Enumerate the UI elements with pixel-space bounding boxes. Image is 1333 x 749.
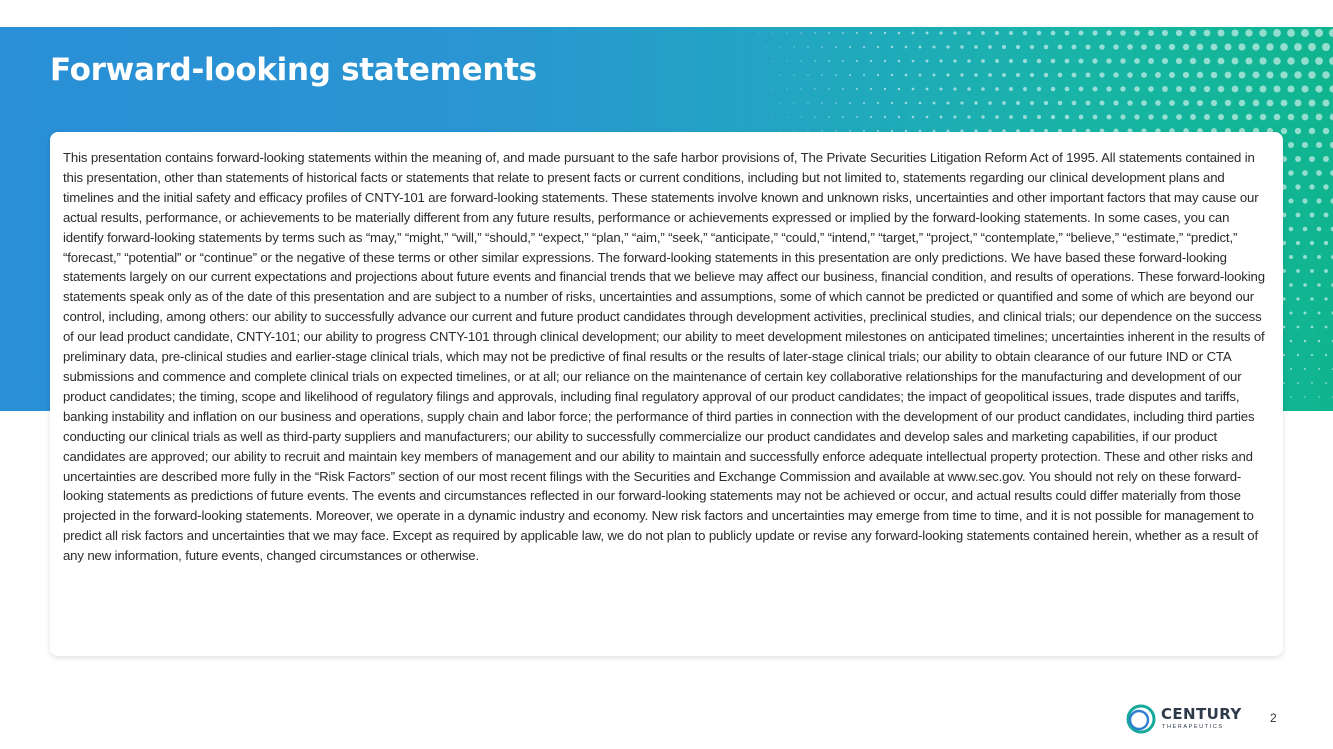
logo-wordmark: CENTURY xyxy=(1161,705,1242,723)
page-number: 2 xyxy=(1270,711,1277,725)
page-title: Forward-looking statements xyxy=(50,52,537,88)
logo-ring-icon xyxy=(1124,702,1158,736)
content-card xyxy=(50,132,1283,656)
disclaimer-text: This presentation contains forward-looking statements within the meaning of, and made pursuant to the safe harbor provisions of, The Private Securities Litigation Reform Act of 1995. All statements contained in this presentation, other than statements of historical facts or statements that relate to present facts or current conditions, including but not limited to, statements regarding our clinical development plans and timelines and the initial safety and efficacy profiles of CNTY-101 are forward-looking statements. These statements involve known and unknown risks, uncertainties and other important factors that may cause our actual results, performance, or achievements to be materially different from any future results, performance or achievements expressed or implied by the forward-looking statements. In some cases, you can identify forward-looking statements by terms such as “may,” “might,” “will,” “should,” “expect,” “plan,” “aim,” “seek,” “anticipate,” “could,” “intend,” “target,” “project,” “contemplate,” “believe,” “estimate,” “predict,” “forecast,” “potential” or “continue” or the negative of these terms or other similar expressions. The forward-looking statements in this presentation are only predictions. We have based these forward-looking statements largely on our current expectations and projections about future events and financial trends that we believe may affect our business, financial condition, and results of operations. These forward-looking statements speak only as of the date of this presentation and are subject to a number of risks, uncertainties and assumptions, some of which cannot be predicted or quantified and some of which are beyond our control, including, among others: our ability to successfully advance our current and future product candidates through development activities, preclinical studies, and clinical trials; our dependence on the success of our lead product candidate, CNTY-101; our ability to progress CNTY-101 through clinical development; our ability to meet development milestones on anticipated timelines; uncertainties inherent in the results of preliminary data, pre-clinical studies and earlier-stage clinical trials, which may not be predictive of final results or the results of later-stage clinical trials; our ability to obtain clearance of our future IND or CTA submissions and commence and complete clinical trials on expected timelines, or at all; our reliance on the maintenance of certain key collaborative relationships for the manufacturing and development of our product candidates; the timing, scope and likelihood of regulatory filings and approvals, including final regulatory approval of our product candidates; the impact of geopolitical issues, trade disputes and tariffs, banking instability and inflation on our business and operations, supply chain and labor force; the performance of third parties in connection with the development of our product candidates, including third parties conducting our clinical trials as well as third-party suppliers and manufacturers; our ability to successfully commercialize our product candidates and develop sales and marketing capabilities, if our product candidates are approved; our ability to recruit and maintain key members of management and our ability to maintain and successfully enforce adequate intellectual property protection. These and other risks and uncertainties are described more fully in the “Risk Factors” section of our most recent filings with the Securities and Exchange Commission and available at www.sec.gov. You should not rely on these forward-looking statements as predictions of future events. The events and circumstances reflected in our forward-looking statements may not be achieved or occur, and actual results could differ materially from those projected in the forward-looking statements. Moreover, we operate in a dynamic industry and economy. New risk factors and uncertainties may emerge from time to time, and it is not possible for management to predict all risk factors and uncertainties that we may face. Except as required by applicable law, we do not plan to publicly update or revise any forward-looking statements contained herein, whether as a result of any new information, future events, changed circumstances or otherwise. xyxy=(63,150,1265,564)
company-logo xyxy=(1124,702,1254,736)
logo-subtitle: THERAPEUTICS xyxy=(1162,724,1224,730)
